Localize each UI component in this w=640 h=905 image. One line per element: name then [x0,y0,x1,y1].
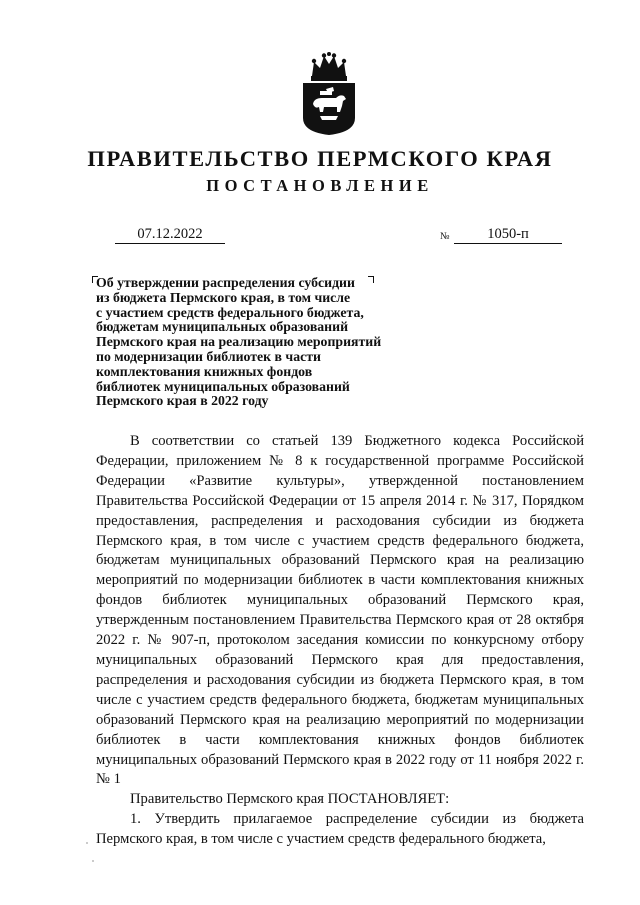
body-paragraph: 1. Утвердить прилагаемое распределение субсидии из бюджета Пермского края, в том числе с участием средств федерального бюджета, [96,811,584,848]
document-body [96,432,584,850]
organization-title: ПРАВИТЕЛЬСТВО ПЕРМСКОГО КРАЯ [87,146,553,171]
subject-line: из бюджета Пермского края, в том числе [96,289,351,305]
subject-line: Пермского края в 2022 году [96,393,269,409]
document-type: ПОСТАНОВЛЕНИЕ [206,176,434,195]
subject-line: комплектования книжных фондов [96,363,313,379]
subject-line: Пермского края на реализацию мероприятий [96,334,382,350]
document-subject [96,276,396,409]
subject-line: по модернизации библиотек в части [96,348,321,364]
subject-line: с участием средств федерального бюджета, [96,304,364,320]
body-paragraph: В соответствии со статьей 139 Бюджетного кодекса Российской Федерации, приложением № 8 к государственной программе Российской Федерации «Развитие культуры», утвержденной постановлением Правительства Российской Федерации от 15 апреля 2014 г. № 317, Порядком предоставления, распределения и расходования субсидии из бюджета Пермского края, в том числе с участием средств федерального бюджета, бюджетам муниципальных образований Пермского края на реализацию мероприятий по модернизации библиотек в части комплектования книжных фондов библиотек муниципальных образований Пермского края, утвержденным постановлением Правительства Пермского края от 28 октября 2022 г. № 907-п, протоколом заседания комиссии по конкурсному отбору муниципальных образований Пермского края для предоставления, распределения и расходования субсидии из бюджета Пермского края, в том числе с участием средств федерального бюджета, бюджетам муниципальных образований Пермского края на реализацию мероприятий по модернизации библиотек в части комплектования книжных фондов библиотек муниципальных образований Пермского края в 2022 году от 11 ноября 2022 г. № 1 [96,433,584,788]
document-number: 1050-п [454,226,562,244]
document-date: 07.12.2022 [115,226,225,244]
subject-line: бюджетам муниципальных образований [96,319,349,335]
resolution-statement: Правительство Пермского края ПОСТАНОВЛЯЕТ: [130,791,450,808]
scan-speck [86,842,88,844]
scan-speck [92,860,94,862]
coat-of-arms-icon [300,52,358,136]
subject-line: Об утверждении распределения субсидии [96,275,355,290]
number-label: № [440,231,450,242]
subject-line: библиотек муниципальных образований [96,378,350,394]
